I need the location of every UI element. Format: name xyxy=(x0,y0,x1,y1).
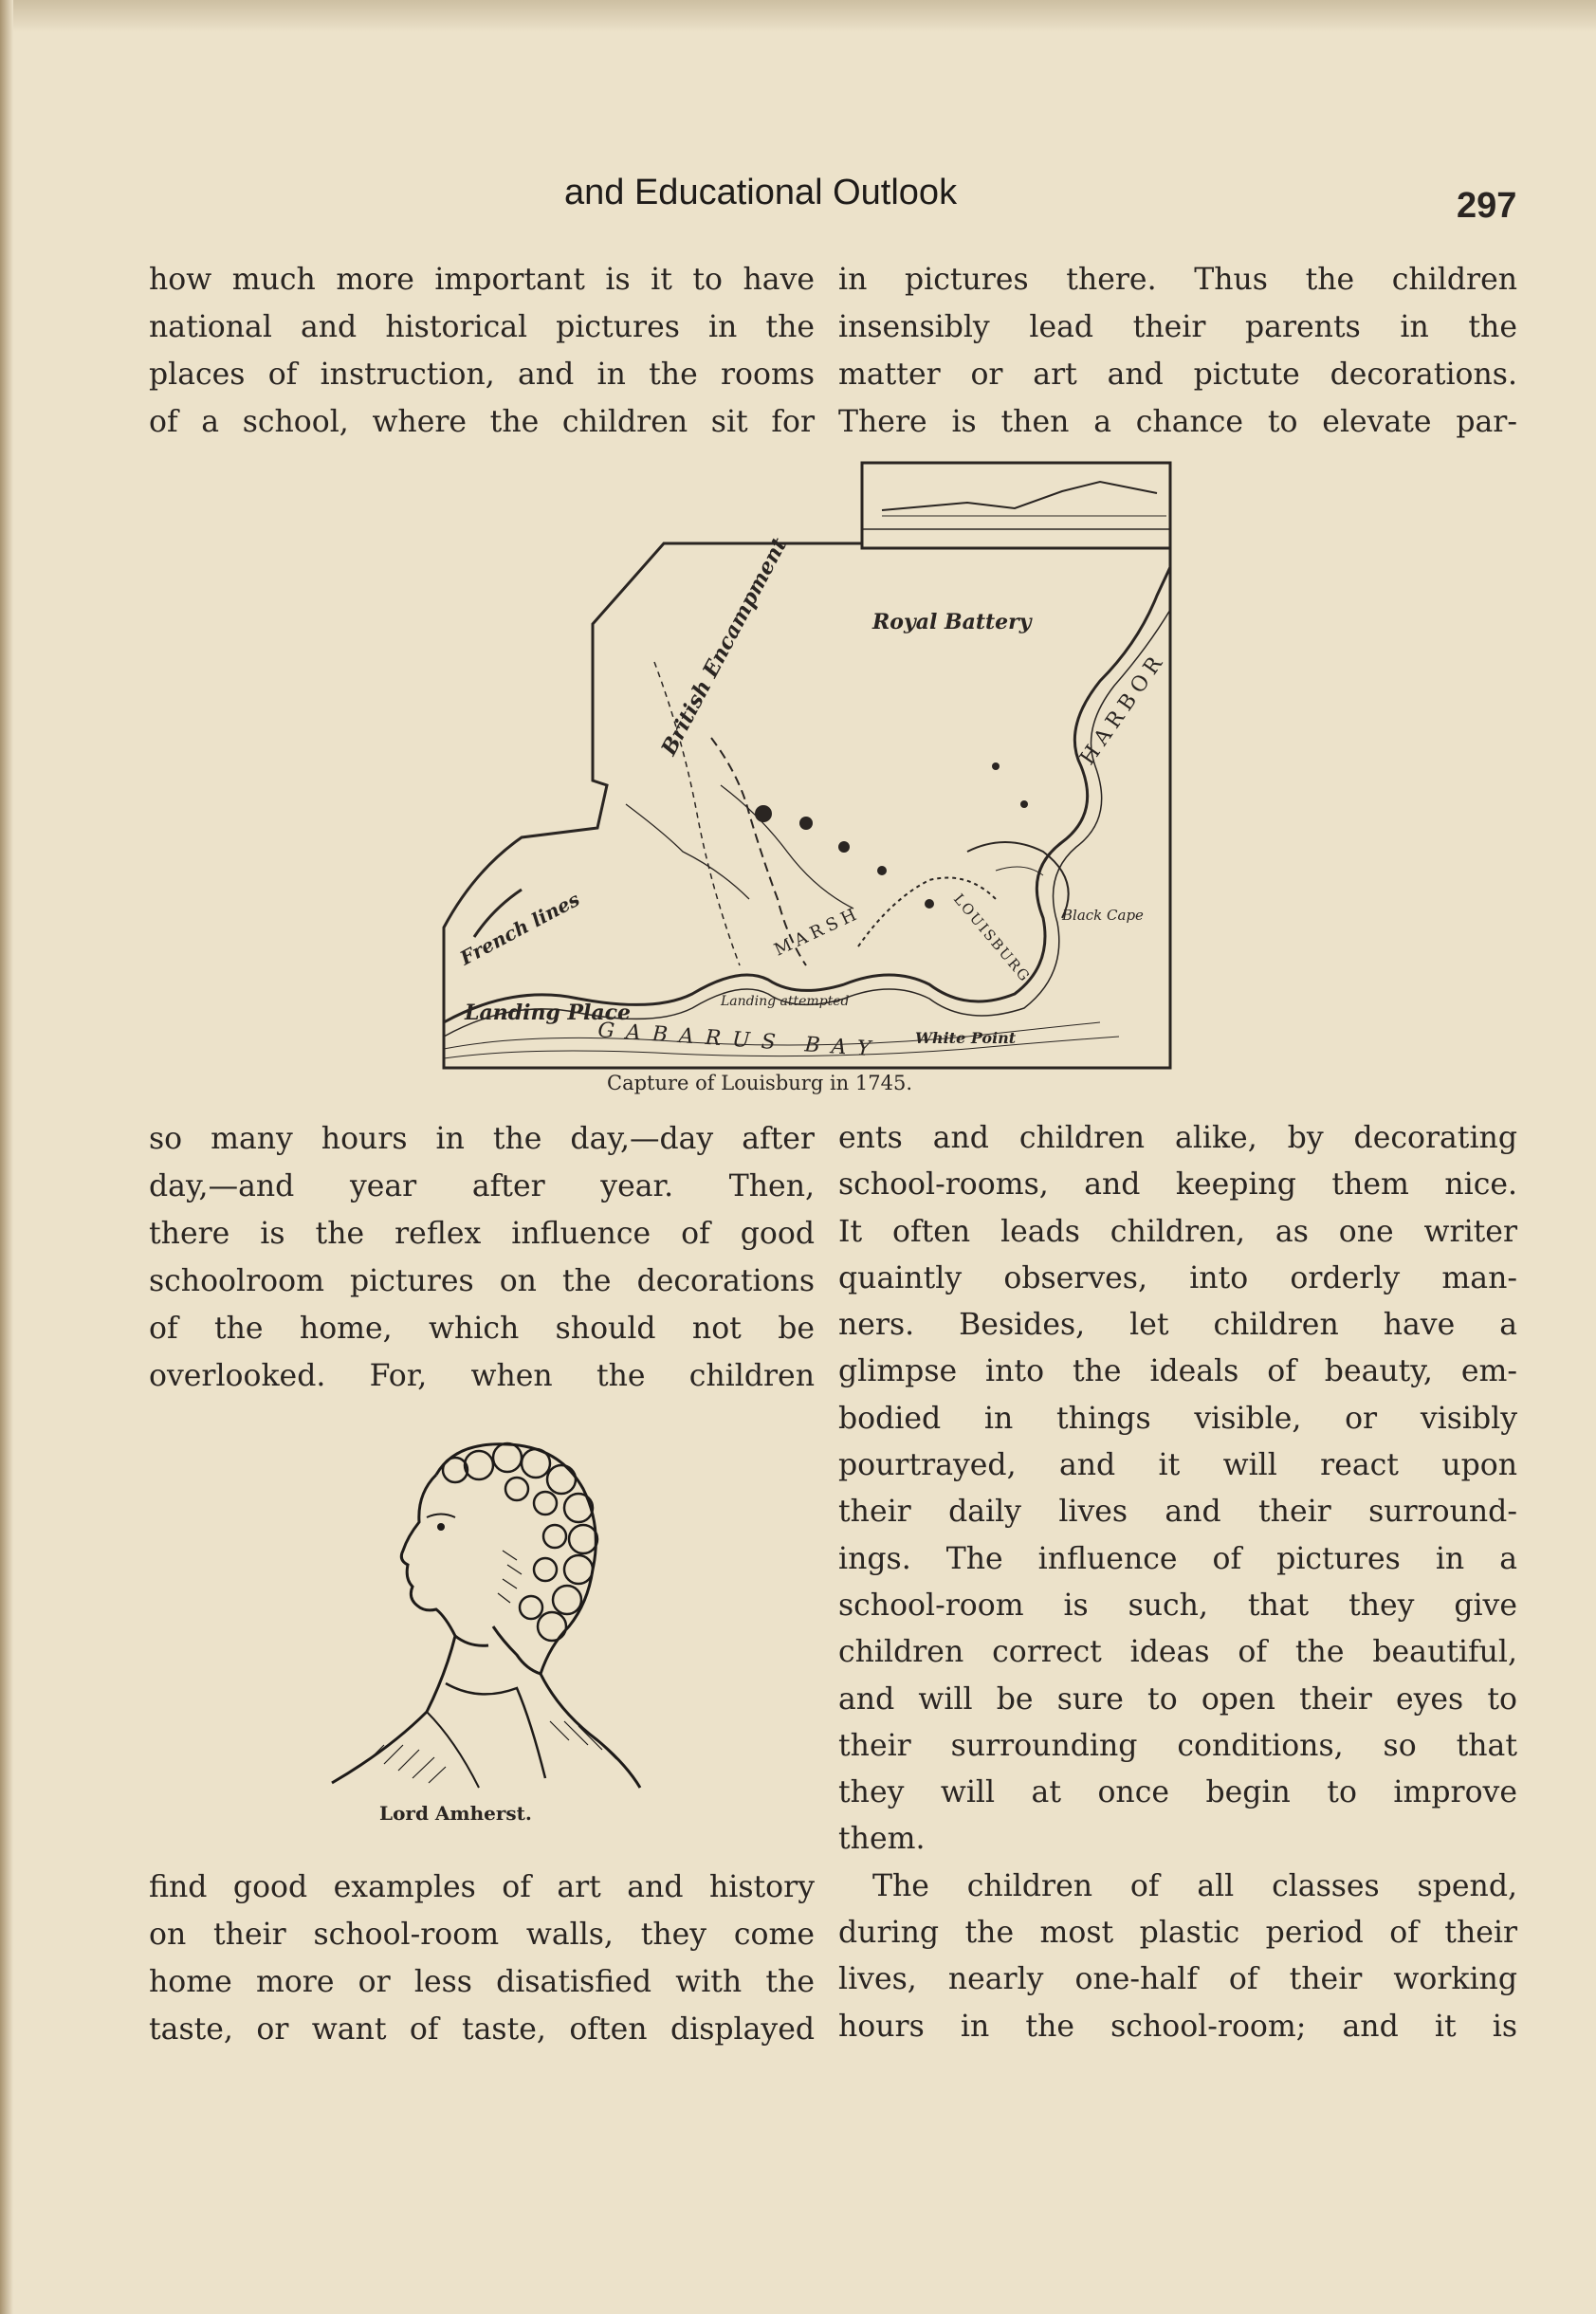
text-line: school-room is such, that they give xyxy=(838,1588,1517,1623)
text-line: them. xyxy=(838,1822,926,1857)
text-line: taste, or want of taste, often displayed xyxy=(149,2012,815,2047)
text-line: hours in the school-room; and it is xyxy=(838,2009,1517,2044)
text-line: lives, nearly one-half of their working xyxy=(838,1962,1517,1997)
text-line: school-rooms, and keeping them nice. xyxy=(838,1167,1517,1203)
coastline xyxy=(444,567,1170,1022)
label-royal-battery: Royal Battery xyxy=(872,610,1032,634)
text-line: of the home, which should not be xyxy=(149,1312,815,1346)
left-column-bottom xyxy=(149,1864,815,2053)
stream xyxy=(626,804,749,899)
text-line: glimpse into the ideals of beauty, em- xyxy=(838,1354,1517,1389)
page-number: 297 xyxy=(1457,186,1517,226)
text-line: schoolroom pictures on the decorations xyxy=(149,1264,815,1298)
text-line: bodied in things visible, or visibly xyxy=(838,1401,1517,1436)
label-louisburg: LOUISBURG xyxy=(949,891,1035,986)
text-line: The children of all classes spend, xyxy=(872,1868,1517,1903)
lord-amherst-portrait xyxy=(313,1437,645,1797)
text-line: matter or art and pictute decorations. xyxy=(838,358,1517,392)
text-line: their daily lives and their surround- xyxy=(838,1495,1517,1530)
text-line: their surrounding conditions, so that xyxy=(838,1728,1517,1763)
text-line: of a school, where the children sit for xyxy=(149,405,815,439)
text-line: there is the reflex influence of good xyxy=(149,1217,815,1251)
text-line: quaintly observes, into orderly man- xyxy=(838,1260,1517,1295)
collar xyxy=(446,1683,545,1778)
portrait-caption: Lord Amherst. xyxy=(379,1802,532,1825)
text-line: pourtrayed, and it will react upon xyxy=(838,1448,1517,1483)
text-line: There is then a chance to elevate par- xyxy=(838,405,1517,439)
label-marsh: MARSH xyxy=(771,903,864,961)
louisburg-map xyxy=(436,453,1185,1072)
label-landing-place: Landing Place xyxy=(465,1001,632,1025)
label-french-lines: French lines xyxy=(456,887,584,970)
label-harbor: HARBOR xyxy=(1075,648,1171,770)
label-bay: GABARUS BAY xyxy=(596,1019,883,1062)
text-line: in pictures there. Thus the children xyxy=(838,263,1517,297)
text-line: children correct ideas of the beautiful, xyxy=(838,1635,1517,1670)
text-line: overlooked. For, when the children xyxy=(149,1359,815,1393)
eye xyxy=(437,1523,445,1531)
text-line: national and historical pictures in the xyxy=(149,310,815,344)
text-line: insensibly lead their parents in the xyxy=(838,310,1517,344)
text-line: home more or less disatisfied with the xyxy=(149,1965,815,1999)
encampment-line xyxy=(711,738,806,965)
text-line: day,—and year after year. Then, xyxy=(149,1169,815,1203)
left-column-middle xyxy=(149,1115,815,1400)
label-landing-attempted: Landing attempted xyxy=(721,994,850,1009)
left-column-top xyxy=(149,256,815,446)
text-line: It often leads children, as one writer xyxy=(838,1214,1517,1249)
label-black-cape: Black Cape xyxy=(1062,907,1144,924)
text-line: and will be sure to open their eyes to xyxy=(838,1681,1517,1717)
map-inset-frame xyxy=(862,463,1170,548)
text-line: places of instruction, and in the rooms xyxy=(149,358,815,392)
label-british-encampment: British Encampment xyxy=(656,533,793,760)
shoulder-back xyxy=(541,1674,640,1788)
text-line: during the most plastic period of their xyxy=(838,1916,1517,1951)
text-line: ners. Besides, let children have a xyxy=(838,1308,1517,1343)
page-binding-edge xyxy=(0,0,13,2314)
text-line: so many hours in the day,—day after xyxy=(149,1122,815,1156)
running-title: and Educational Outlook xyxy=(564,173,958,212)
text-line: find good examples of art and history xyxy=(149,1870,815,1904)
map-caption: Capture of Louisburg in 1745. xyxy=(607,1072,912,1094)
text-line: they will at once begin to improve xyxy=(838,1775,1517,1810)
text-line: ings. The influence of pictures in a xyxy=(838,1541,1517,1576)
inset-coastline xyxy=(882,482,1157,510)
text-line: how much more important is it to have xyxy=(149,263,815,297)
label-white-point: White Point xyxy=(915,1029,1017,1047)
page-edge xyxy=(0,0,1596,32)
text-line: on their school-room walls, they come xyxy=(149,1918,815,1952)
neck-shoulder-front xyxy=(332,1636,455,1783)
right-column-top xyxy=(838,256,1517,446)
profile-outline xyxy=(401,1475,488,1645)
text-line: ents and children alike, by decorating xyxy=(838,1121,1517,1155)
right-column-bottom xyxy=(838,1115,1517,2050)
